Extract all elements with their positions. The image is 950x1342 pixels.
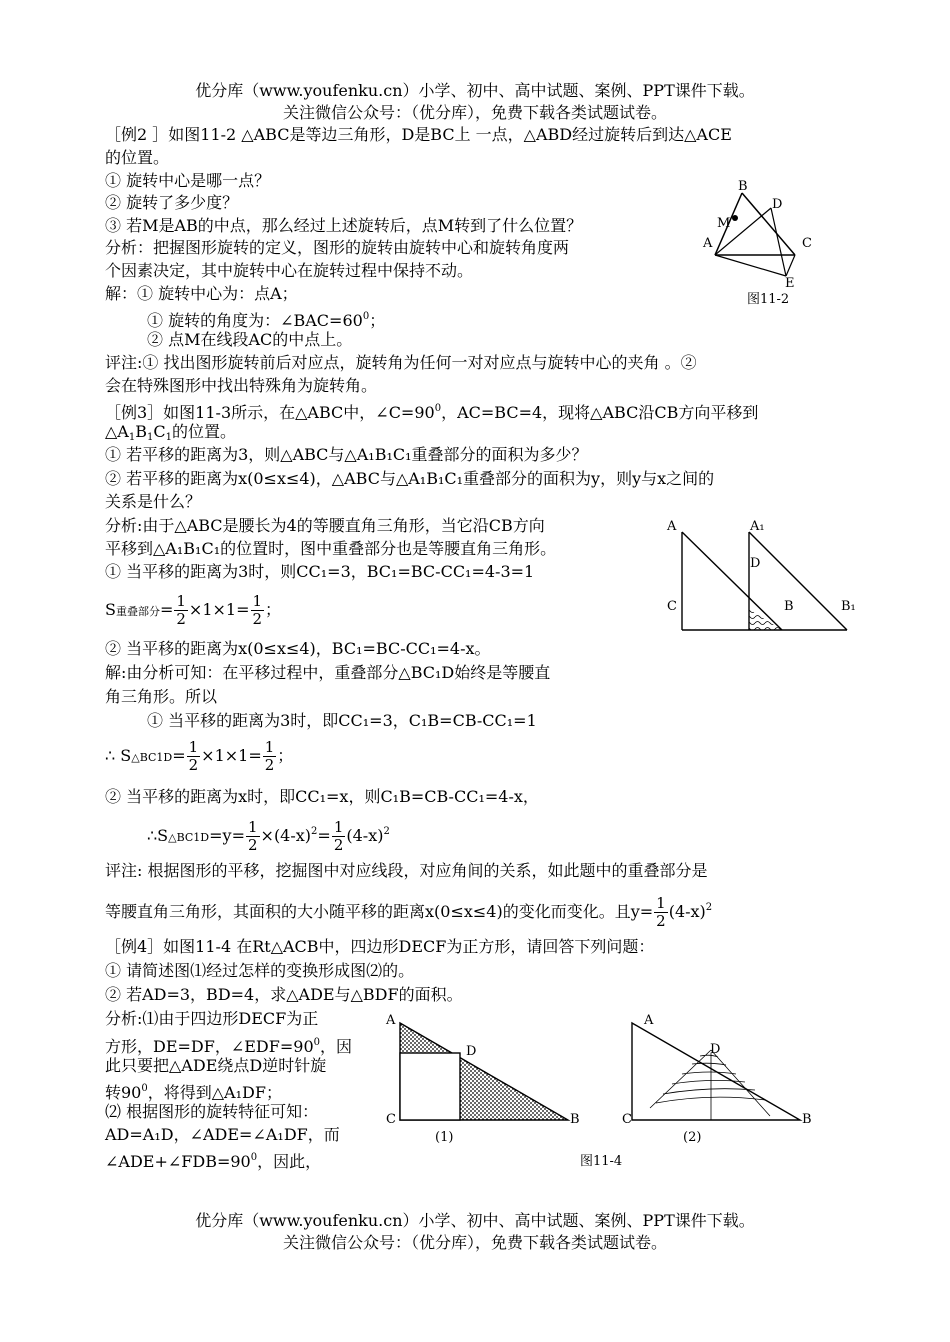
fraction-half: $\frac{1}{2}$ [656,894,666,930]
label-a: A [667,519,677,534]
ex4-analysis-1: 分析:⑴由于四边形DECF为正 [105,1009,319,1028]
sub-caption-1: (1) [435,1130,454,1145]
ex2-line-2: 的位置。 [105,148,170,167]
ex3-area-formula-1: S重叠部分= $\frac{1}{2}$ ×1×1= $\frac{1}{2}$ ； [105,592,282,628]
ex3-comment-1: 评注: 根据图形的平移，挖掘图中对应线段，对应角间的关系，如此题中的重叠部分是 [105,861,708,880]
figure-11-4-caption: 图11-4 [580,1154,623,1169]
ex3-question-2: ② 若平移的距离为x(0≤x≤4)，△ABC与△A₁B₁C₁重叠部分的面积为y，则y与x之间的 [105,469,715,488]
label-b: B [802,1112,812,1127]
ex3-solution-3: ① 当平移的距离为3时，即CC₁=3，C₁B=CB-CC₁=1 [147,711,537,730]
fraction-half: $\frac{1}{2}$ [264,738,275,774]
header-line-1: 优分库（www.youfenku.cn）小学、初中、高中试题、案例、PPT课件下载。 [195,81,755,100]
point-m [732,215,738,221]
ex2-comment-1: 评注:① 找出图形旋转前后对应点，旋转角为任何一对对应点与旋转中心的夹角 。② [105,353,697,372]
ex2-question-2: ② 旋转了多少度？ [105,193,239,212]
header-line-2: 关注微信公众号：（优分库），免费下载各类试题试卷。 [282,103,667,122]
ex2-question-1: ① 旋转中心是哪一点？ [105,171,271,190]
ex3-analysis-4: ② 当平移的距离为x(0≤x≤4)，BC₁=BC-CC₁=4-x。 [105,639,491,658]
footer-line-1: 优分库（www.youfenku.cn）小学、初中、高中试题、案例、PPT课件下载。 [195,1211,755,1230]
label-d: D [466,1044,477,1059]
ex4-analysis-3: 此只要把△ADE绕点D逆时针旋 [105,1056,327,1075]
label-d: D [772,197,783,212]
ex2-solution-2: ① 旋转的角度为：$\angle BAC=60^0$； [147,311,386,330]
ex3-area-formula-2: ∴ S△BC1D= $\frac{1}{2}$ ×1×1= $\frac{1}{2}$ ； [105,738,294,774]
ex3-question-3: 关系是什么？ [105,492,202,511]
ex3-line-1: ［例3］如图11-3所示，在△ABC中，$\angle C=90^0$，AC=BC=4，现将△ABC沿CB方向平移到 [105,403,759,422]
ex4-question-1: ① 请简述图⑴经过怎样的变换形成图⑵的。 [105,961,415,980]
figure-11-3 [655,512,865,642]
label-a: A [386,1013,396,1028]
ex4-analysis-6: AD=A₁D，∠ADE=∠A₁DF，而 [105,1125,340,1144]
ex3-analysis-1: 分析:由于△ABC是腰长为4的等腰直角三角形，当它沿CB方向 [105,516,545,535]
fraction-half: $\frac{1}{2}$ [247,818,258,854]
footer-line-2: 关注微信公众号：（优分库），免费下载各类试题试卷。 [282,1233,667,1252]
ex3-solution-2: 角三角形。所以 [105,687,218,706]
overlap-region [749,609,782,630]
label-a: A [703,236,713,251]
figure-11-2 [695,175,835,310]
ex4-analysis-7: $\angle ADE+\angle FDB=90^0$，因此， [105,1152,322,1171]
ex4-analysis-4: 转$90^0$，将得到△A₁DF； [105,1083,282,1102]
ex2-analysis-1: 分析：把握图形旋转的定义，图形的旋转由旋转中心和旋转角度两 [105,238,570,257]
label-c: C [386,1112,396,1127]
fraction-half: $\frac{1}{2}$ [188,738,199,774]
figure-11-2-caption: 图11-2 [747,292,790,307]
label-b: B [738,179,748,194]
ex3-analysis-3: ① 当平移的距离为3时，则CC₁=3，BC₁=BC-CC₁=4-3=1 [105,562,535,581]
ex3-solution-5: ② 当平移的距离为x时，即CC₁=x，则C₁B=CB-CC₁=4-x， [105,787,539,806]
label-e: E [785,276,795,291]
figure-11-4 [380,1008,830,1173]
label-b: B [784,599,794,614]
label-a: A [644,1013,654,1028]
ex2-line-1: ［例2 ］如图11-2 △ABC是等边三角形，D是BC上 一点，△ABD经过旋转后到达△ACE [105,125,732,144]
fraction-half: $\frac{1}{2}$ [333,818,344,854]
fraction-half: $\frac{1}{2}$ [252,592,263,628]
label-b1: B₁ [841,599,856,614]
label-m: M [717,216,731,231]
ex4-line-1: ［例4］如图11-4 在Rt△ACB中，四边形DECF为正方形，请回答下列问题： [105,937,655,956]
ex2-comment-2: 会在特殊图形中找出特殊角为旋转角。 [105,376,378,395]
label-a1: A₁ [750,519,765,534]
ex2-question-3: ③ 若M是AB的中点，那么经过上述旋转后，点M转到了什么位置？ [105,216,583,235]
sub-caption-2: (2) [683,1130,702,1145]
ex4-question-2: ② 若AD=3，BD=4，求△ADE与△BDF的面积。 [105,985,463,1004]
label-b: B [570,1112,580,1127]
ex4-analysis-2: 方形，DE=DF，$\angle EDF=90^0$，因 [105,1037,353,1056]
ex3-line-2: $\triangle A_1B_1C_1$的位置。 [105,422,237,443]
ex3-question-1: ① 若平移的距离为3，则△ABC与△A₁B₁C₁重叠部分的面积为多少？ [105,445,588,464]
ex3-area-formula-3: ∴S△BC1D=y= $\frac{1}{2}$ $\times(4-x)^2=$ $\frac{1}{2}$ $(4-x)^2$ [147,818,390,854]
fraction-half: $\frac{1}{2}$ [176,592,186,628]
ex2-solution-3: ② 点M在线段AC的中点上。 [147,330,353,349]
label-c: C [802,236,812,251]
ex3-solution-1: 解:由分析可知：在平移过程中，重叠部分△BC₁D始终是等腰直 [105,663,551,682]
ex4-analysis-5: ⑵ 根据图形的旋转特征可知： [105,1102,319,1121]
ex2-analysis-2: 个因素决定，其中旋转中心在旋转过程中保持不动。 [105,261,474,280]
figure-11-4-part-1 [385,1013,580,1145]
label-d: D [710,1042,721,1057]
ex3-analysis-2: 平移到△A₁B₁C₁的位置时，图中重叠部分也是等腰直角三角形。 [105,539,557,558]
label-d: D [750,556,761,571]
figure-11-4-part-2 [622,1013,812,1145]
ex2-solution-1: 解：① 旋转中心为：点A； [105,284,298,303]
ex3-comment-2: 等腰直角三角形，其面积的大小随平移的距离x(0≤x≤4)的变化而变化。且y= $\frac{1}{2}$ $(4-x)^2$ [105,894,713,930]
label-c: C [667,599,677,614]
label-c: C [622,1112,632,1127]
